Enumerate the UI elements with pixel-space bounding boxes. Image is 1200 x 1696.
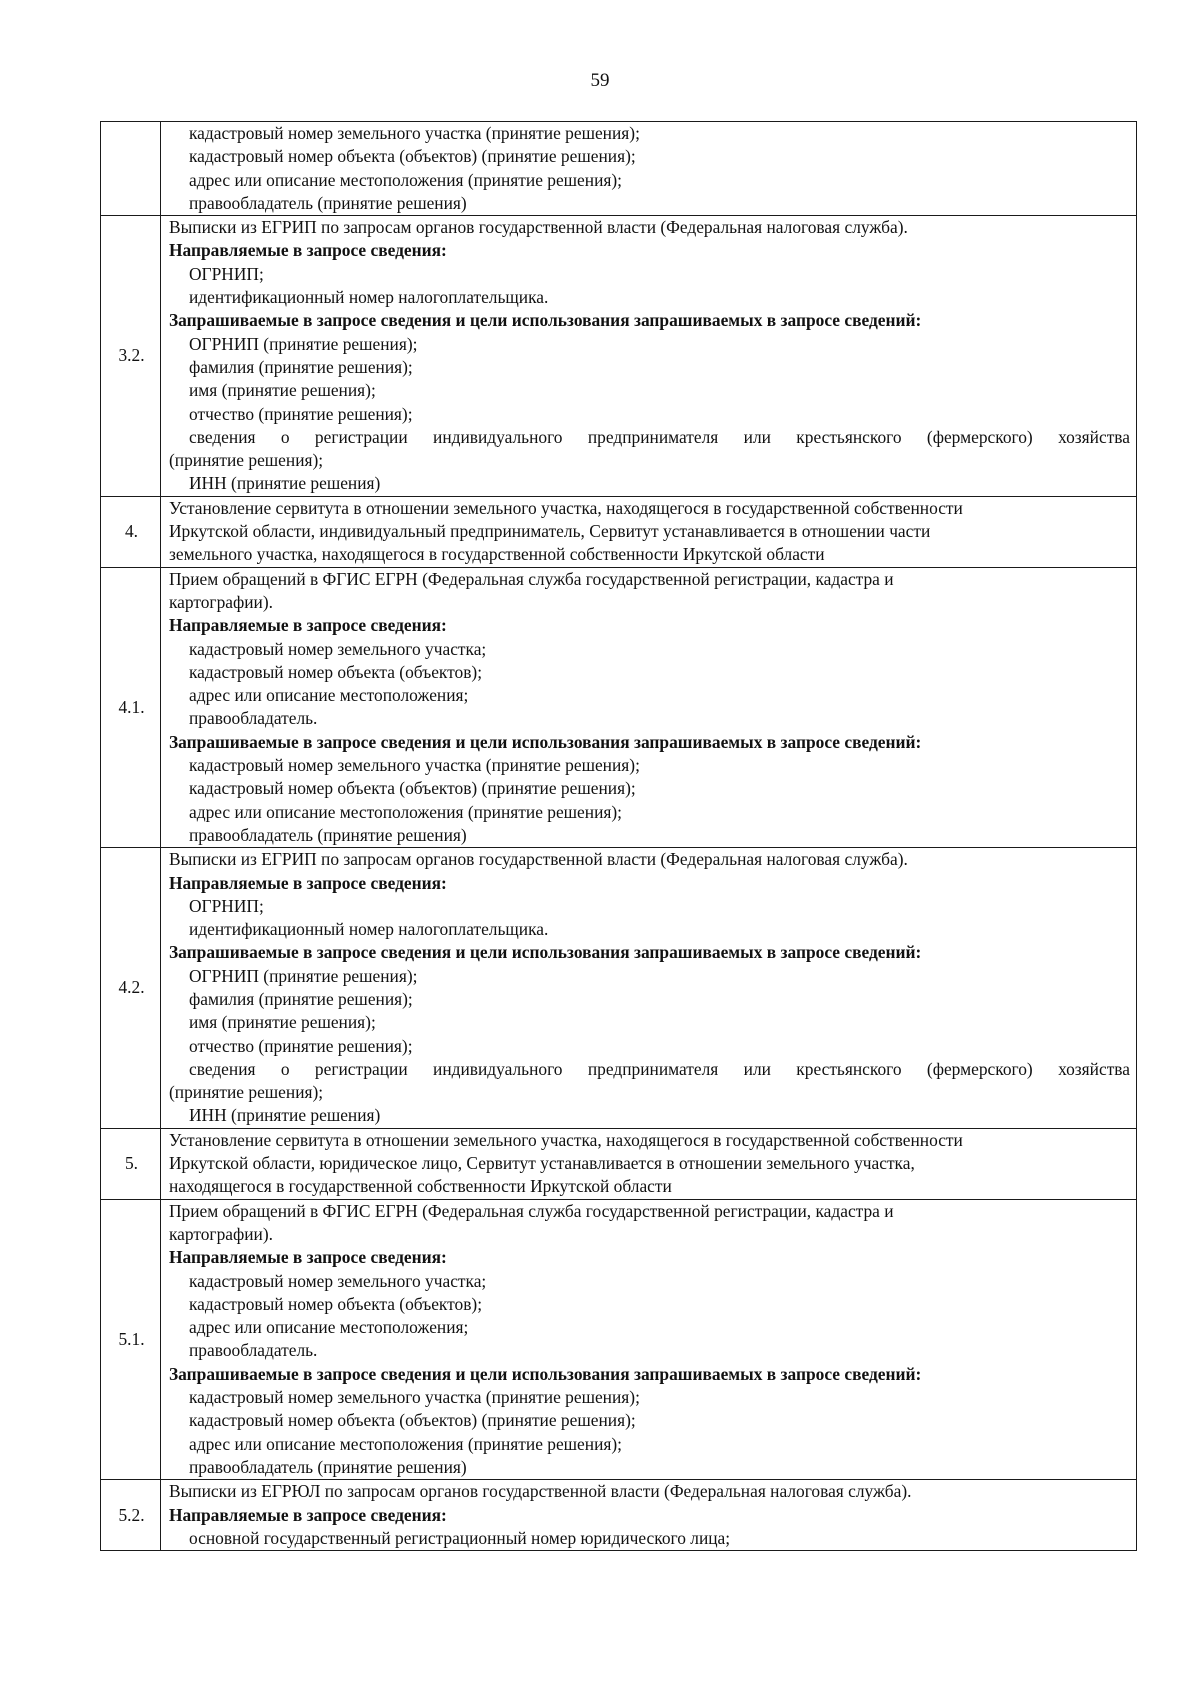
row-content xyxy=(161,1199,1137,1480)
text-line: картографии). xyxy=(169,1223,274,1244)
text-line: ИНН (принятие решения) xyxy=(189,1105,381,1126)
text-line: ОГРНИП (принятие решения); xyxy=(189,965,418,986)
text-line: идентификационный номер налогоплательщика. xyxy=(189,287,549,308)
page-number: 59 xyxy=(590,70,610,91)
section-heading: Запрашиваемые в запросе сведения и цели использования запрашиваемых в запросе сведений: xyxy=(169,1363,922,1384)
text-line: отчество (принятие решения); xyxy=(189,403,413,424)
text-line: ОГРНИП; xyxy=(189,895,264,916)
text-line: земельного участка, находящегося в государственной собственности Иркутской области xyxy=(169,544,825,565)
text-line: кадастровый номер земельного участка (принятие решения); xyxy=(189,123,640,143)
section-heading: Направляемые в запросе сведения: xyxy=(169,1504,447,1525)
text-line: правообладатель (принятие решения) xyxy=(189,1456,467,1477)
row-content xyxy=(161,216,1137,497)
row-content xyxy=(161,496,1137,567)
text-line: картографии). xyxy=(169,591,274,612)
text-line: ОГРНИП; xyxy=(189,263,264,284)
text-line: Иркутской области, юридическое лицо, Сервитут устанавливается в отношении земельного участка, xyxy=(169,1153,915,1174)
text-line: ОГРНИП (принятие решения); xyxy=(189,333,418,354)
text-line: кадастровый номер земельного участка; xyxy=(189,1270,487,1291)
text-line: правообладатель. xyxy=(189,1340,318,1361)
table-row xyxy=(101,216,1137,497)
text-line: имя (принятие решения); xyxy=(189,1012,376,1033)
text-line: кадастровый номер земельного участка (принятие решения); xyxy=(189,755,640,776)
table-row xyxy=(101,567,1137,848)
text-line: ИНН (принятие решения) xyxy=(189,473,381,494)
text-line: адрес или описание местоположения; xyxy=(189,1317,469,1338)
table-row xyxy=(101,1199,1137,1480)
text-line: сведения о регистрации индивидуального предпринимателя или крестьянского (фермерского) хозяйства xyxy=(189,426,1130,447)
row-number: 4. xyxy=(101,496,161,567)
row-number: 5. xyxy=(101,1128,161,1199)
table-row xyxy=(101,122,1137,216)
section-heading: Направляемые в запросе сведения: xyxy=(169,240,447,261)
row-content xyxy=(161,1480,1137,1551)
text-line: кадастровый номер объекта (объектов); xyxy=(189,1293,483,1314)
row-number: 4.2. xyxy=(101,848,161,1129)
text-line: адрес или описание местоположения (принятие решения); xyxy=(189,169,623,190)
text-line: правообладатель. xyxy=(189,708,318,729)
table-row xyxy=(101,1128,1137,1199)
row-content xyxy=(161,122,1137,216)
text-line: сведения о регистрации индивидуального предпринимателя или крестьянского (фермерского) хозяйства xyxy=(189,1058,1130,1079)
section-heading: Запрашиваемые в запросе сведения и цели использования запрашиваемых в запросе сведений: xyxy=(169,942,922,963)
text-line: адрес или описание местоположения; xyxy=(189,685,469,706)
text-line: правообладатель (принятие решения) xyxy=(189,824,467,845)
table-row xyxy=(101,496,1137,567)
table-row xyxy=(101,1480,1137,1551)
text-line: Выписки из ЕГРИП по запросам органов государственной власти (Федеральная налоговая служба). xyxy=(169,849,908,870)
row-number: 4.1. xyxy=(101,567,161,848)
text-line: кадастровый номер объекта (объектов) (принятие решения); xyxy=(189,778,636,799)
text-line: фамилия (принятие решения); xyxy=(189,988,413,1009)
section-heading: Запрашиваемые в запросе сведения и цели использования запрашиваемых в запросе сведений: xyxy=(169,310,922,331)
row-content xyxy=(161,848,1137,1129)
text-line: основной государственный регистрационный номер юридического лица; xyxy=(189,1527,731,1548)
services-table xyxy=(100,121,1137,1551)
text-line: отчество (принятие решения); xyxy=(189,1035,413,1056)
text-line: правообладатель (принятие решения) xyxy=(189,192,467,213)
row-number: 5.1. xyxy=(101,1199,161,1480)
text-line: Иркутской области, индивидуальный предприниматель, Сервитут устанавливается в отношении части xyxy=(169,521,931,542)
text-line: Прием обращений в ФГИС ЕГРН (Федеральная служба государственной регистрации, кадастра и xyxy=(169,1200,894,1221)
text-line: адрес или описание местоположения (принятие решения); xyxy=(189,801,623,822)
text-line: Выписки из ЕГРИП по запросам органов государственной власти (Федеральная налоговая служба). xyxy=(169,217,908,238)
section-heading: Направляемые в запросе сведения: xyxy=(169,1247,447,1268)
row-number xyxy=(101,122,161,216)
section-heading: Направляемые в запросе сведения: xyxy=(169,615,447,636)
row-number: 3.2. xyxy=(101,216,161,497)
text-line: идентификационный номер налогоплательщика. xyxy=(189,919,549,940)
section-heading: Направляемые в запросе сведения: xyxy=(169,872,447,893)
text-line: Выписки из ЕГРЮЛ по запросам органов государственной власти (Федеральная налоговая служба). xyxy=(169,1481,912,1502)
text-line: адрес или описание местоположения (принятие решения); xyxy=(189,1433,623,1454)
text-line: (принятие решения); xyxy=(169,450,324,471)
row-content xyxy=(161,567,1137,848)
text-line: находящегося в государственной собственности Иркутской области xyxy=(169,1176,672,1197)
text-line: фамилия (принятие решения); xyxy=(189,356,413,377)
text-line: кадастровый номер земельного участка (принятие решения); xyxy=(189,1387,640,1408)
text-line: кадастровый номер объекта (объектов); xyxy=(189,661,483,682)
text-line: Установление сервитута в отношении земельного участка, находящегося в государственной собственности xyxy=(169,497,963,518)
text-line: кадастровый номер объекта (объектов) (принятие решения); xyxy=(189,1410,636,1431)
row-content xyxy=(161,1128,1137,1199)
text-line: имя (принятие решения); xyxy=(189,380,376,401)
text-line: (принятие решения); xyxy=(169,1082,324,1103)
row-number: 5.2. xyxy=(101,1480,161,1551)
text-line: кадастровый номер земельного участка; xyxy=(189,638,487,659)
text-line: Прием обращений в ФГИС ЕГРН (Федеральная служба государственной регистрации, кадастра и xyxy=(169,568,894,589)
text-line: Установление сервитута в отношении земельного участка, находящегося в государственной собственности xyxy=(169,1129,963,1150)
section-heading: Запрашиваемые в запросе сведения и цели использования запрашиваемых в запросе сведений: xyxy=(169,731,922,752)
text-line: кадастровый номер объекта (объектов) (принятие решения); xyxy=(189,146,636,167)
table-row xyxy=(101,848,1137,1129)
